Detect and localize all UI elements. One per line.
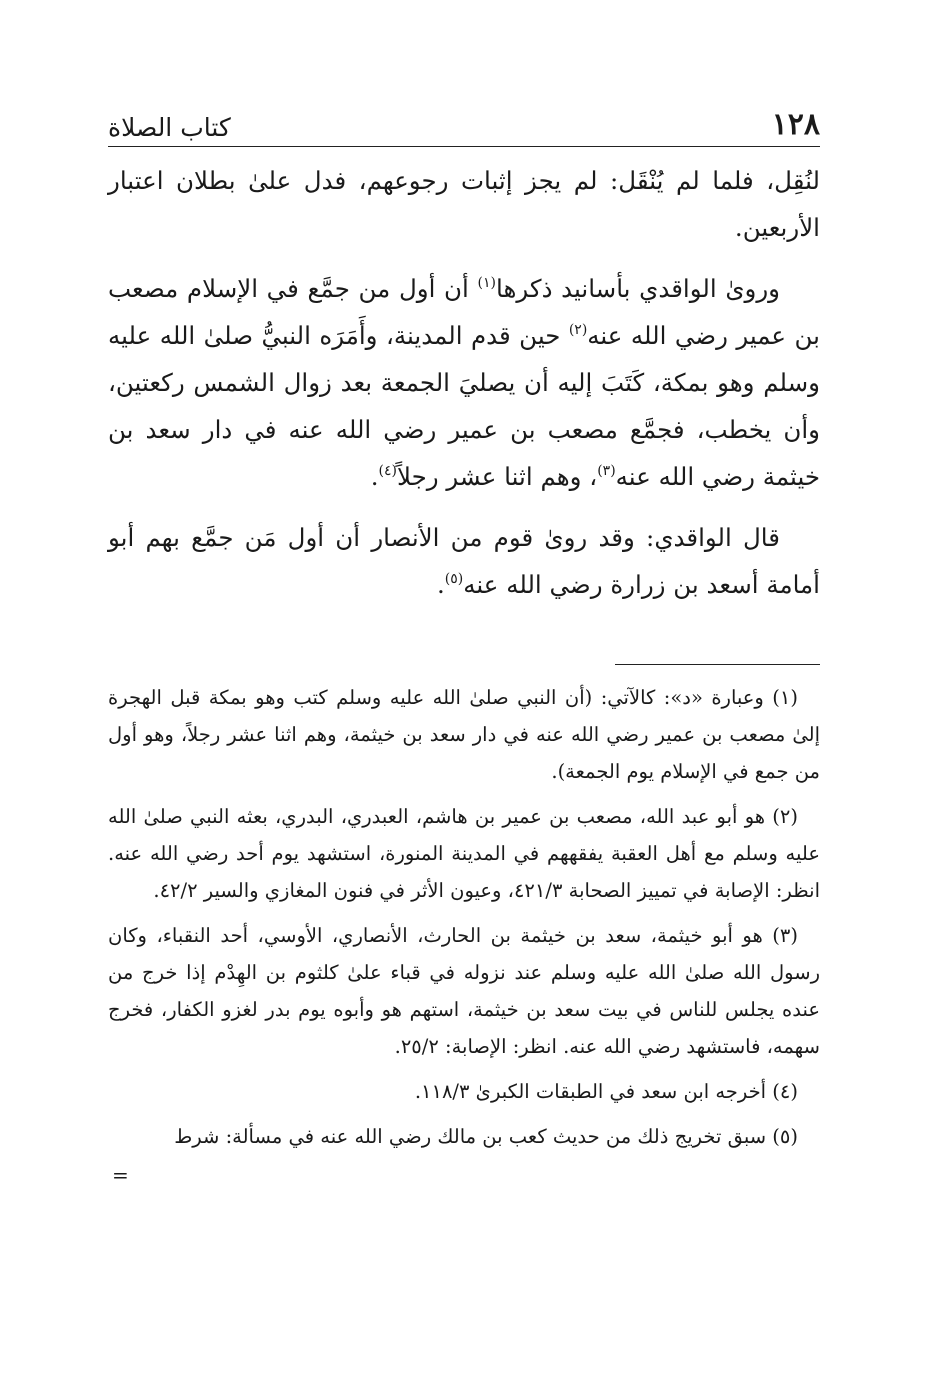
footnote-3: (٣) هو أبو خيثمة، سعد بن خيثمة بن الحارث، الأنصاري، الأوسي، أحد النقباء، وكان رسول الله صلىٰ الله عليه وسلم عند نزوله في قباء علىٰ كلثوم بن الهِدْم إذا خرج من عنده يجلس للناس في بيت سعد بن خيثمة، استهم هو وأبوه يوم بدر لغزو الكفار، فخرج سهمه، فاستشهد رضي الله عنه. انظر: الإصابة: ٢٥/٢.	[108, 924, 820, 1058]
footnote-2: (٢) هو أبو عبد الله، مصعب بن عمير بن هاشم، العبدري، البدري، بعثه النبي صلىٰ الله عليه وسلم مع أهل العقبة يفقههم في المدينة المنورة، استشهد يوم أحد رضي الله عنه. انظر: الإصابة في تمييز الصحابة ٤٢١/٣، وعيون الأثر في فنون المغازي والسير ٤٢/٢.	[108, 805, 820, 902]
paragraph-2	[108, 265, 820, 500]
paragraph-3-part-a: قال الواقدي: وقد روىٰ قوم من الأنصار أن أول مَن جمَّع بهم أبو أمامة أسعد بن زرارة رضي الله عنه	[108, 523, 820, 599]
running-title: كتاب الصلاة	[108, 113, 231, 142]
page-header	[108, 96, 820, 147]
footnote-4: (٤) أخرجه ابن سعد في الطبقات الكبرىٰ ١١٨/٣.	[414, 1080, 798, 1103]
footnote-ref-4[interactable]: (٤)	[378, 463, 398, 479]
paragraph-1-text: لنُقِل، فلما لم يُنْقَل: لم يجز إثبات رجوعهم، فدل علىٰ بطلان اعتبار الأربعين.	[108, 166, 820, 242]
footnote-1: (١) وعبارة «د»: كالآتي: (أن النبي صلىٰ الله عليه وسلم كتب وهو بمكة قبل الهجرة إلىٰ مصعب بن عمير رضي الله عنه في دار سعد بن خيثمة، وهم اثنا عشر رجلاً، وهو أول من جمع في الإسلام يوم الجمعة).	[108, 686, 820, 783]
footnote-separator	[615, 664, 820, 665]
continuation-mark: =	[112, 1163, 129, 1187]
paragraph-2-part-a: وروىٰ الواقدي بأسانيد ذكرها	[496, 274, 780, 303]
paragraph-2-part-c: حين قدم المدينة، وأَمَرَه النبيُّ صلىٰ الله عليه وسلم وهو بمكة، كَتَبَ إليه أن يصليَ الجمعة بعد زوال الشمس ركعتين، وأن يخطب، فجمَّع مصعب بن عمير رضي الله عنه في دار سعد بن خيثمة رضي الله عنه	[108, 321, 820, 491]
paragraph-1	[108, 157, 820, 251]
footnote-ref-3[interactable]: (٣)	[597, 463, 616, 479]
footnote-ref-2[interactable]: (٢)	[568, 322, 588, 338]
paragraph-2-part-e: .	[370, 462, 379, 491]
main-text	[108, 157, 820, 608]
footnotes	[108, 679, 820, 1187]
book-page	[108, 96, 820, 1187]
paragraph-2-part-d: ، وهم اثنا عشر رجلاً	[397, 462, 598, 491]
footnote-ref-5[interactable]: (٥)	[444, 571, 464, 587]
paragraph-3-part-b: .	[437, 570, 445, 599]
paragraph-2-part-b: أن أول من جمَّع في الإسلام مصعب بن عمير رضي الله عنه	[108, 274, 820, 350]
paragraph-3	[108, 514, 820, 608]
footnote-ref-1[interactable]: (١)	[477, 275, 496, 291]
footnote-5: (٥) سبق تخريج ذلك من حديث كعب بن مالك رضي الله عنه في مسألة: شرط	[174, 1125, 798, 1148]
page-number: ١٢٨	[771, 107, 820, 142]
